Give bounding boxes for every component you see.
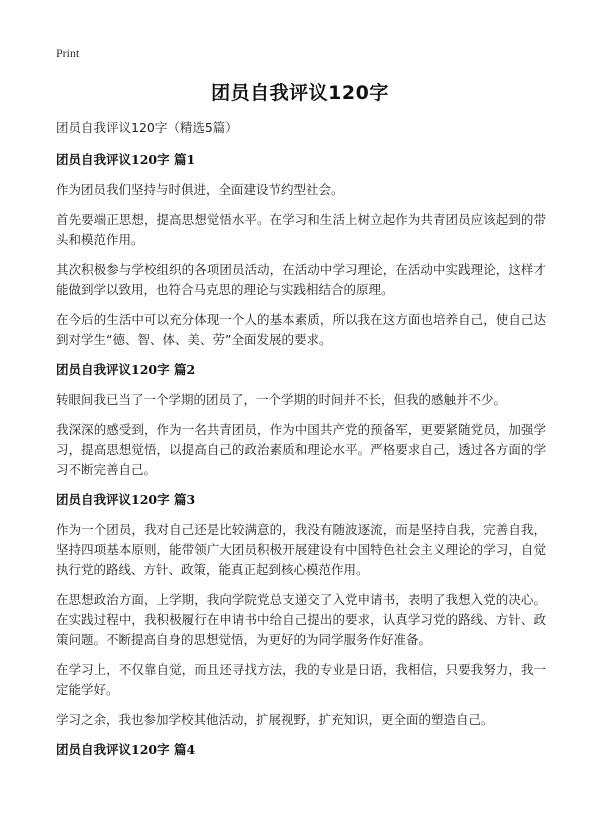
section-heading-1: 团员自我评议120字 篇1 xyxy=(56,152,196,167)
document-body xyxy=(56,118,546,770)
paragraph: 我深深的感受到，作为一名共青团员，作为中国共产党的预备军，更要紧随党员，加强学习，提高思想觉悟，以提高自己的政治素质和理论水平。严格要求自己，透过各方面的学习不断完善自己。 xyxy=(56,422,546,477)
page-title: 团员自我评议120字 xyxy=(211,82,389,104)
paragraph: 其次积极参与学校组织的各项团员活动，在活动中学习理论，在活动中实践理论，这样才能做到学以致用，也符合马克思的理论与实践相结合的原理。 xyxy=(56,262,546,297)
section-heading-4: 团员自我评议120字 篇4 xyxy=(56,742,196,757)
paragraph: 在思想政治方面，上学期，我向学院党总支递交了入党申请书，表明了我想入党的决心。在实践过程中，我积极履行在申请书中给自己提出的要求，认真学习党的路线、方针、政策问题。不断提高自身的思想觉悟，为更好的为同学服务作好准备。 xyxy=(56,592,546,647)
paragraph: 作为团员我们坚持与时俱进，全面建设节约型社会。 xyxy=(56,182,344,197)
paragraph: 作为一个团员，我对自己还是比较满意的，我没有随波逐流，而是坚持自我，完善自我，坚持四项基本原则，能带领广大团员积极开展建设有中国特色社会主义理论的学习，自觉执行党的路线、方针、政策，能真正起到核心模范作用。 xyxy=(56,522,546,577)
paragraph: 在今后的生活中可以充分体现一个人的基本素质，所以我在这方面也培养自己，使自己达到对学生“德、智、体、美、劳”全面发展的要求。 xyxy=(56,312,546,347)
document-subtitle: 团员自我评议120字（精选5篇） xyxy=(56,120,238,135)
paragraph: 转眼间我已当了一个学期的团员了，一个学期的时间并不长，但我的感触并不少。 xyxy=(56,392,507,407)
paragraph: 在学习上，不仅靠自觉，而且还寻找方法，我的专业是日语，我相信，只要我努力，我一定能学好。 xyxy=(56,662,546,697)
paragraph: 学习之余，我也参加学校其他活动，扩展视野，扩充知识，更全面的塑造自己。 xyxy=(56,712,494,727)
paragraph: 首先要端正思想，提高思想觉悟水平。在学习和生活上树立起作为共青团员应该起到的带头和模范作用。 xyxy=(56,212,546,247)
section-heading-3: 团员自我评议120字 篇3 xyxy=(56,492,196,507)
print-link[interactable]: Print xyxy=(56,46,80,60)
section-heading-2: 团员自我评议120字 篇2 xyxy=(56,362,196,377)
